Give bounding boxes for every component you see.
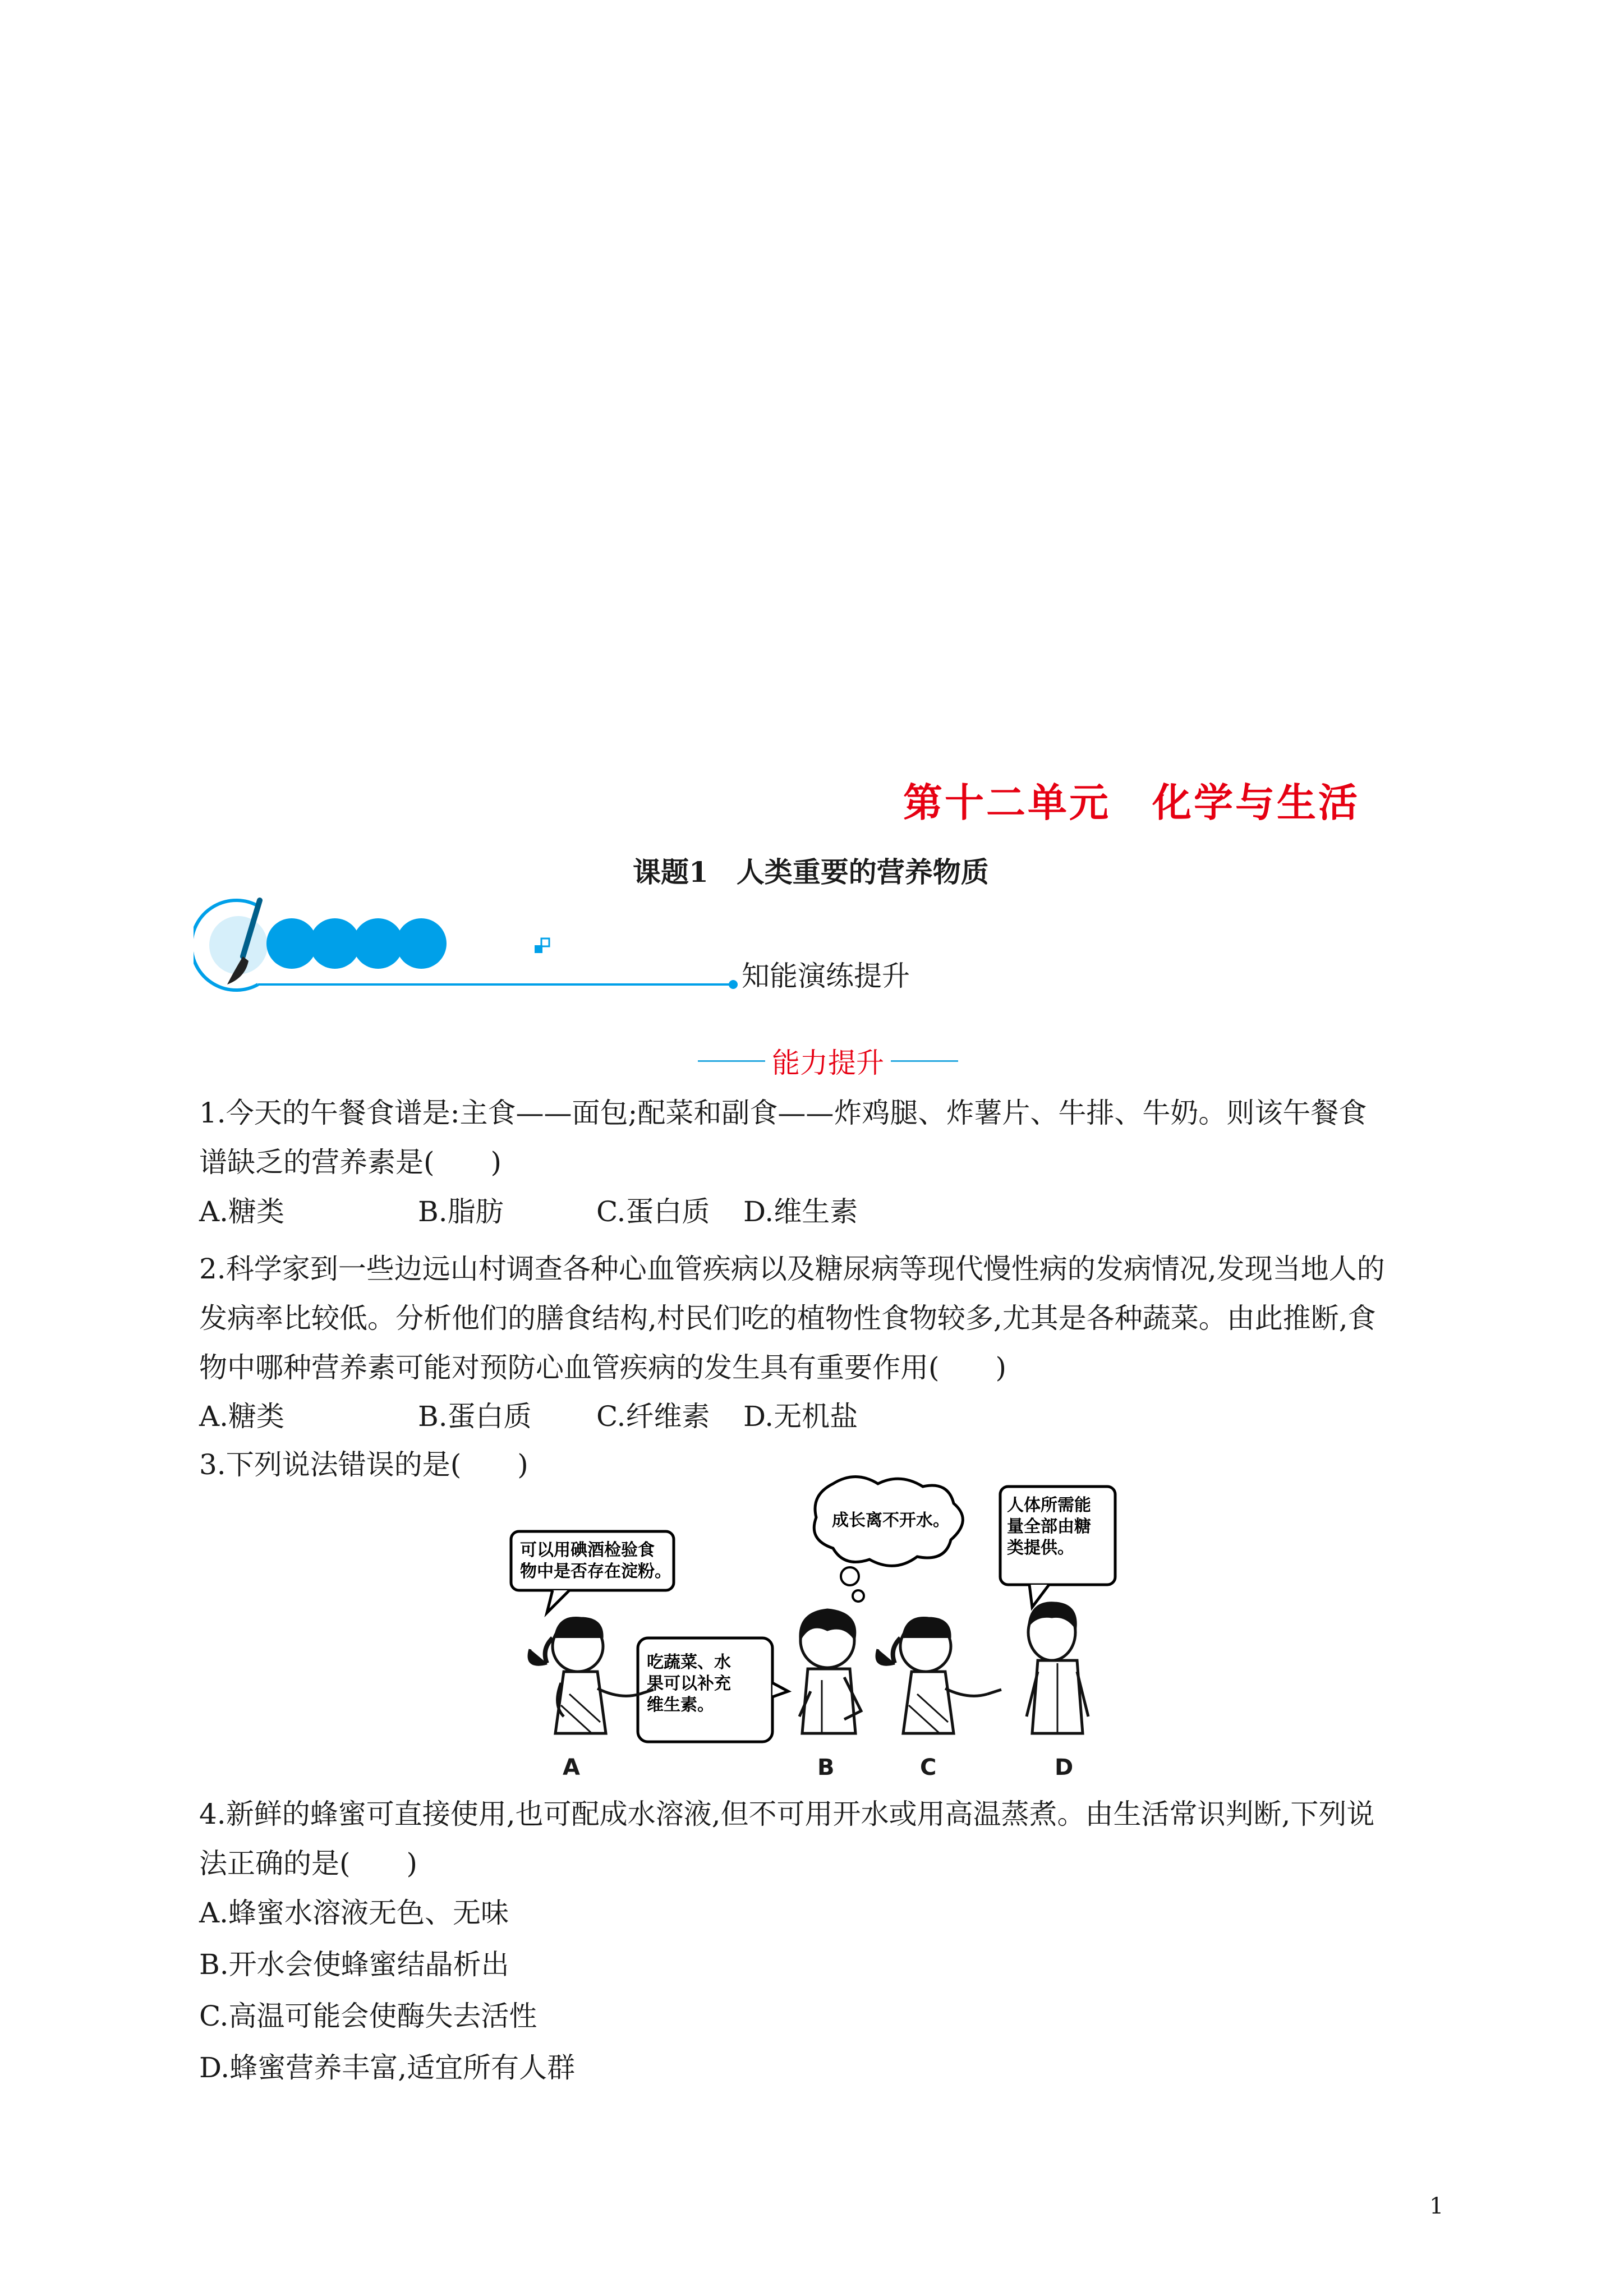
- option-b: B.脂肪: [418, 1195, 504, 1228]
- bubble-line: 成长离不开水。: [832, 1511, 950, 1530]
- question-3-figure: [508, 1470, 1125, 1784]
- question-line: 2.科学家到一些边远山村调查各种心血管疾病以及糖尿病等现代慢性病的发病情况,发现当地人的: [199, 1253, 1385, 1285]
- section-rule-left: [698, 1060, 765, 1062]
- bubble-line: 人体所需能: [1007, 1496, 1091, 1515]
- bubble-b-text: [647, 1652, 731, 1716]
- page-number: 1: [1429, 2193, 1444, 2219]
- banner-label: 知能演练提升: [742, 960, 910, 992]
- option-d: D.维生素: [743, 1195, 858, 1228]
- unit-title: 第十二单元 化学与生活: [903, 779, 1360, 826]
- bubble-line: 维生素。: [647, 1695, 714, 1715]
- section-rule-right: [891, 1060, 958, 1062]
- option-a: A.蜂蜜水溶液无色、无味: [199, 1897, 509, 1929]
- bubble-c-text: [832, 1510, 950, 1531]
- question-2: [199, 1244, 1433, 1392]
- bubble-line: 果可以补充: [647, 1674, 731, 1694]
- option-c: C.高温可能会使酶失去活性: [199, 2000, 537, 2032]
- question-line: 谱缺乏的营养素是( ): [199, 1146, 502, 1179]
- banner-dot: [396, 918, 447, 969]
- figure-label-a: A: [563, 1755, 580, 1780]
- option-a: A.糖类: [199, 1400, 285, 1433]
- section-title: 能力提升: [772, 1047, 884, 1079]
- lesson-title: 课题1 人类重要的营养物质: [633, 855, 989, 889]
- man-figure-d: [1027, 1603, 1088, 1733]
- option-b: B.蛋白质: [418, 1400, 532, 1433]
- section-banner: [194, 889, 755, 1001]
- boy-figure-b: [799, 1610, 861, 1733]
- figure-label-b: B: [817, 1755, 835, 1780]
- bubble-line: 量全部由糖: [1007, 1517, 1091, 1536]
- bubble-line: 类提供。: [1007, 1538, 1074, 1558]
- question-line: 4.新鲜的蜂蜜可直接使用,也可配成水溶液,但不可用开水或用高温蒸煮。由生活常识判断,下列说: [199, 1798, 1375, 1830]
- question-1: [199, 1088, 1433, 1187]
- girl-figure-c: [877, 1618, 1001, 1733]
- section-header: [691, 1041, 965, 1081]
- question-4: [199, 1789, 1433, 1888]
- question-line: 发病率比较低。分析他们的膳食结构,村民们吃的植物性食物较多,尤其是各种蔬菜。由此推断,食: [199, 1302, 1376, 1335]
- figure-label-c: C: [920, 1755, 937, 1780]
- bubble-a-text: [520, 1540, 671, 1582]
- option-c: C.纤维素: [596, 1400, 710, 1433]
- option-d: D.蜂蜜营养丰富,适宜所有人群: [199, 2051, 576, 2084]
- bubble-line: 可以用碘酒检验食: [520, 1540, 655, 1560]
- option-c: C.蛋白质: [596, 1195, 710, 1228]
- bubble-line: 物中是否存在淀粉。: [520, 1562, 671, 1581]
- banner-dot: [310, 918, 360, 969]
- bubble-d-text: [1007, 1495, 1091, 1559]
- brush-icon: [194, 900, 268, 990]
- question-line: 3.下列说法错误的是( ): [199, 1448, 528, 1481]
- question-line: 法正确的是( ): [199, 1847, 418, 1880]
- banner-dot: [266, 918, 317, 969]
- figure-label-d: D: [1055, 1755, 1074, 1780]
- question-line: 1.今天的午餐食谱是:主食——面包;配菜和副食——炸鸡腿、炸薯片、牛排、牛奶。则该午餐食: [199, 1097, 1367, 1129]
- option-b: B.开水会使蜂蜜结晶析出: [199, 1948, 509, 1981]
- option-d: D.无机盐: [743, 1400, 858, 1433]
- girl-figure-a: [529, 1618, 654, 1733]
- banner-dot: [353, 918, 403, 969]
- question-line: 物中哪种营养素可能对预防心血管疾病的发生具有重要作用( ): [199, 1351, 1007, 1384]
- option-a: A.糖类: [199, 1195, 285, 1228]
- bubble-line: 吃蔬菜、水: [647, 1653, 731, 1672]
